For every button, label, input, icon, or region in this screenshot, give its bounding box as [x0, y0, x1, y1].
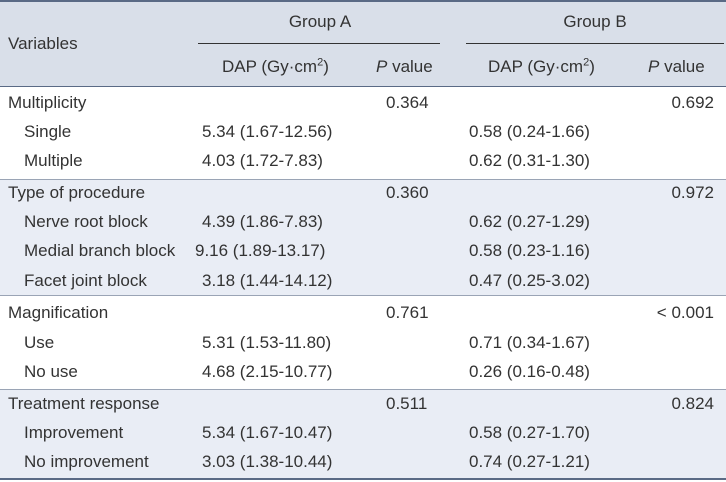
p-value-a-header: P value: [376, 57, 433, 76]
row-label: Nerve root block: [24, 212, 148, 231]
row-label: Use: [24, 333, 55, 352]
section-separator: [0, 389, 726, 390]
p-value-a: 0.511: [386, 394, 428, 413]
section-label-response: Treatment response: [8, 394, 160, 413]
dap-b-value: 0.74 (0.27-1.21): [469, 452, 590, 471]
p-value-b: < 0.001: [656, 303, 714, 322]
group-a-header: Group A: [288, 12, 352, 31]
row-label: Improvement: [24, 423, 124, 442]
group-b-header: Group B: [563, 12, 627, 31]
dap-b-value: 0.58 (0.27-1.70): [469, 423, 590, 442]
p-value-a: 0.360: [386, 183, 429, 202]
dap-a-value: 9.16 (1.89-13.17): [195, 241, 326, 260]
dap-a-header: DAP $(Gy\cdot cm^2)$: [222, 56, 329, 76]
p-value-b: 0.972: [671, 183, 714, 202]
p-value-a: 0.364: [386, 93, 429, 112]
row-label: Single: [24, 122, 72, 141]
dap-a-value: 5.34 (1.67-10.47): [202, 423, 333, 442]
group-b-rule: [466, 43, 724, 44]
p-value-b-header: P value: [648, 57, 705, 76]
row-label: Multiple: [24, 151, 83, 170]
dap-b-value: 0.58 (0.24-1.66): [469, 122, 590, 141]
section-label-procedure: Type of procedure: [8, 183, 146, 202]
dap-a-value: 4.68 (2.15-10.77): [202, 362, 333, 381]
p-value-b: 0.824: [671, 394, 714, 413]
section-separator: [0, 295, 726, 296]
dap-b-value: 0.58 (0.23-1.16): [469, 241, 590, 260]
dap-a-value: 5.31 (1.53-11.80): [202, 333, 332, 352]
group-a-rule: [198, 43, 440, 44]
table-bottom-rule: [0, 478, 726, 480]
row-label: Medial branch block: [24, 241, 176, 260]
dap-b-value: 0.62 (0.31-1.30): [469, 151, 590, 170]
dap-a-value: 3.18 (1.44-14.12): [202, 271, 333, 290]
variables-header: Variables: [8, 34, 78, 53]
dap-a-value: 3.03 (1.38-10.44): [202, 452, 333, 471]
dap-a-value: 4.39 (1.86-7.83): [202, 212, 323, 231]
dap-b-value: 0.62 (0.27-1.29): [469, 212, 590, 231]
row-label: No improvement: [24, 452, 149, 471]
section-label-multiplicity: Multiplicity: [8, 93, 87, 112]
p-value-b: 0.692: [671, 93, 714, 112]
row-label: Facet joint block: [24, 271, 147, 290]
row-label: No use: [24, 362, 78, 381]
dap-b-header: DAP $(Gy\cdot cm^2)$: [488, 56, 595, 76]
p-value-a: 0.761: [386, 303, 429, 322]
dap-a-value: 4.03 (1.72-7.83): [202, 151, 323, 170]
section-separator: [0, 179, 726, 180]
dap-a-value: 5.34 (1.67-12.56): [202, 122, 333, 141]
dap-b-value: 0.26 (0.16-0.48): [469, 362, 590, 381]
dap-b-value: 0.71 (0.34-1.67): [469, 333, 590, 352]
dap-b-value: 0.47 (0.25-3.02): [469, 271, 590, 290]
section-label-magnification: Magnification: [8, 303, 109, 322]
